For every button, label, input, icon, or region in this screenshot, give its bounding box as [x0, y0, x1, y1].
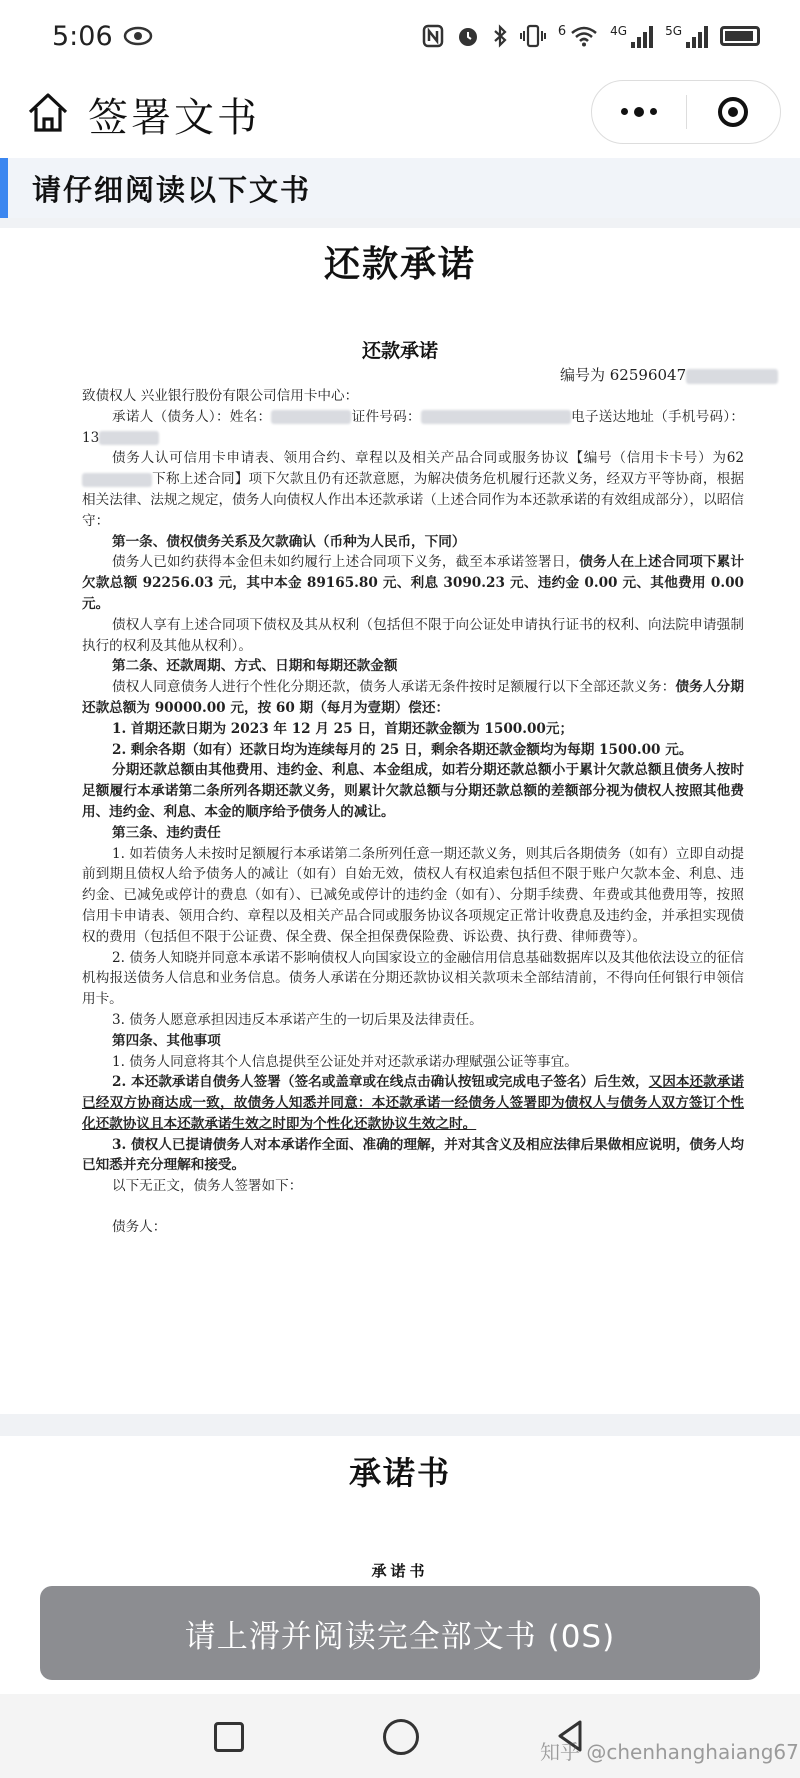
nav-bar [0, 72, 800, 152]
page-title: 签署文书 [88, 95, 260, 141]
document2-subtitle: 承诺书 [371, 1562, 429, 1580]
document-body [82, 386, 744, 1238]
target-icon [718, 97, 748, 127]
close-mini-program-button[interactable] [687, 97, 781, 127]
home-button-icon[interactable] [383, 1719, 419, 1755]
document2-heading: 承诺书 [348, 1454, 451, 1492]
read-all-documents-button[interactable]: 请上滑并阅读完全部文书 (0S) [40, 1586, 760, 1680]
remaining-payments: 2. 剩余各期（如有）还款日均为连续每月的 25 日，剩余各期还款金额均为每期 1500.00 元。 [112, 741, 693, 758]
home-icon[interactable] [26, 90, 70, 134]
net-4g-label: 4G [610, 24, 628, 38]
agreement-paragraph: 债务人认可信用卡申请表、领用合约、章程以及相关产品合同或服务协议【编号（信用卡卡号）为62下称上述合同】项下欠款且仍有还款意愿，为解决债务危机履行还款义务，经双方平等协商，根据相关法律、法规之规定，债务人向债权人作出本还款承诺（上述合同作为本还款承诺的有效组成部分），以昭信守： [82, 450, 744, 529]
document-number: 编号为 62596047 [560, 364, 778, 385]
document-heading: 还款承诺 [323, 244, 476, 285]
creditor-rights: 债权人享有上述合同项下债权及其从权利（包括但不限于向公证处申请执行证书的权利、向法院申请强制执行的权利及其他从权利）。 [82, 616, 744, 654]
addressee: 致债权人 兴业银行股份有限公司信用卡中心： [82, 388, 359, 404]
vibrate-icon [520, 24, 546, 48]
first-payment: 1. 首期还款日期为 2023 年 12 月 25 日，首期还款金额为 1500.00元； [112, 720, 574, 737]
spacer [82, 1197, 744, 1217]
eye-icon [123, 26, 153, 46]
battery-icon [720, 26, 760, 46]
nfc-icon [422, 24, 444, 48]
system-navigation-bar [0, 1694, 800, 1778]
watermark: 知乎 @chenhanghaiang67 [540, 1740, 799, 1764]
other-clause-3: 3. 债权人已提请债务人对本承诺作全面、准确的理解，并对其含义及相应法律后果做相应说明，债务人均已知悉并充分理解和接受。 [82, 1136, 744, 1174]
document-subtitle: 还款承诺 [361, 340, 438, 362]
breach-clause-3: 3. 债务人愿意承担因违反本承诺产生的一切后果及法律责任。 [112, 1011, 483, 1028]
debt-confirmation: 债务人已如约获得本金但未如约履行上述合同项下义务，截至本承诺签署日，债务人在上述合同项下累计欠款总额 92256.03 元，其中本金 89165.80 元、利息 3090.23 元、违约金 0.00 元、其他费用 0.00元。 [82, 554, 745, 612]
bluetooth-icon [492, 24, 508, 48]
promisor-line: 承诺人（债务人）：姓名： 证件号码： 电子送达地址（手机号码）：13 [82, 408, 745, 446]
other-clause-1: 1. 债务人同意将其个人信息提供至公证处并对还款承诺办理赋强公证等事宜。 [112, 1053, 578, 1070]
section-header [0, 158, 800, 218]
other-clause-2: 2. 本还款承诺自债务人签署（签名或盖章或在线点击确认按钮或完成电子签名）后生效，又因本还款承诺已经双方协商达成一致，故债务人知悉并同意：本还款承诺一经债务人签署即为债权人与债务人双方签订个性化还款协议且本还款承诺生效之时即为个性化还款协议生效之时。 [82, 1074, 745, 1132]
signal-icon-1 [631, 24, 653, 48]
status-bar [0, 0, 800, 72]
status-right [422, 24, 760, 48]
article-4-heading: 第四条、其他事项 [112, 1032, 221, 1049]
net-5g-label: 5G [665, 24, 682, 38]
more-icon[interactable] [592, 108, 686, 117]
installment-terms: 债权人同意债务人进行个性化分期还款，债务人承诺无条件按时足额履行以下全部还款义务：债务人分期还款总额为 90000.00 元，按 60 期（每月为壹期）偿还： [82, 679, 745, 716]
wifi-icon [570, 25, 598, 47]
debtor-signature-label: 债务人： [112, 1219, 167, 1236]
document-repayment-commitment[interactable] [0, 228, 800, 1414]
section-header-text: 请仔细阅读以下文书 [32, 173, 312, 207]
page-divider [0, 218, 800, 228]
page-divider-2 [0, 1414, 800, 1436]
article-1-heading: 第一条、债权债务关系及欠款确认（币种为人民币，下同） [112, 533, 466, 550]
article-3-heading: 第三条、违约责任 [112, 824, 221, 841]
installment-composition: 分期还款总额由其他费用、违约金、利息、本金组成，如若分期还款总额小于累计欠款总额且债务人按时足额履行本承诺第二条所列各期还款义务，则累计欠款总额与分期还款总额的差额部分视为债权人按照其他费用、违约金、利息、本金的顺序给予债务人的减让。 [82, 762, 744, 820]
status-time: 5:06 [52, 20, 113, 52]
breach-clause-1: 1. 如若债务人未按时足额履行本承诺第二条所列任意一期还款义务，则其后各期债务（如有）立即自动提前到期且债权人给予债务人的减让（如有）自始无效，债权人有权追索包括但不限于账户欠款本金、利息、违约金、已减免或停计的费息（如有）、已减免或停计的违约金（如有）、分期手续费、年费或其他费用等，按照信用卡申请表、领用合约、章程以及相关产品合同或服务协议各项规定正常计收费息及违约金，并承担实现债权的费用（包括但不限于公证费、保全费、保全担保费保险费、诉讼费、执行费、律师费等）。 [82, 845, 744, 945]
end-of-text: 以下无正文，债务人签署如下： [112, 1178, 303, 1195]
signal-icon-2 [686, 24, 708, 48]
mini-program-capsule [591, 80, 781, 144]
recent-apps-icon[interactable] [214, 1722, 244, 1752]
net-6-label: 6 [557, 24, 567, 39]
alarm-icon [456, 24, 480, 48]
article-2-heading: 第二条、还款周期、方式、日期和每期还款金额 [112, 658, 398, 675]
status-left [52, 21, 153, 52]
breach-clause-2: 2. 债务人知晓并同意本承诺不影响债权人向国家设立的金融信用信息基础数据库以及其他依法设立的征信机构报送债务人信息和业务信息。债务人承诺在分期还款协议相关款项未全部结清前，不得向任何银行申领信用卡。 [82, 949, 744, 1008]
